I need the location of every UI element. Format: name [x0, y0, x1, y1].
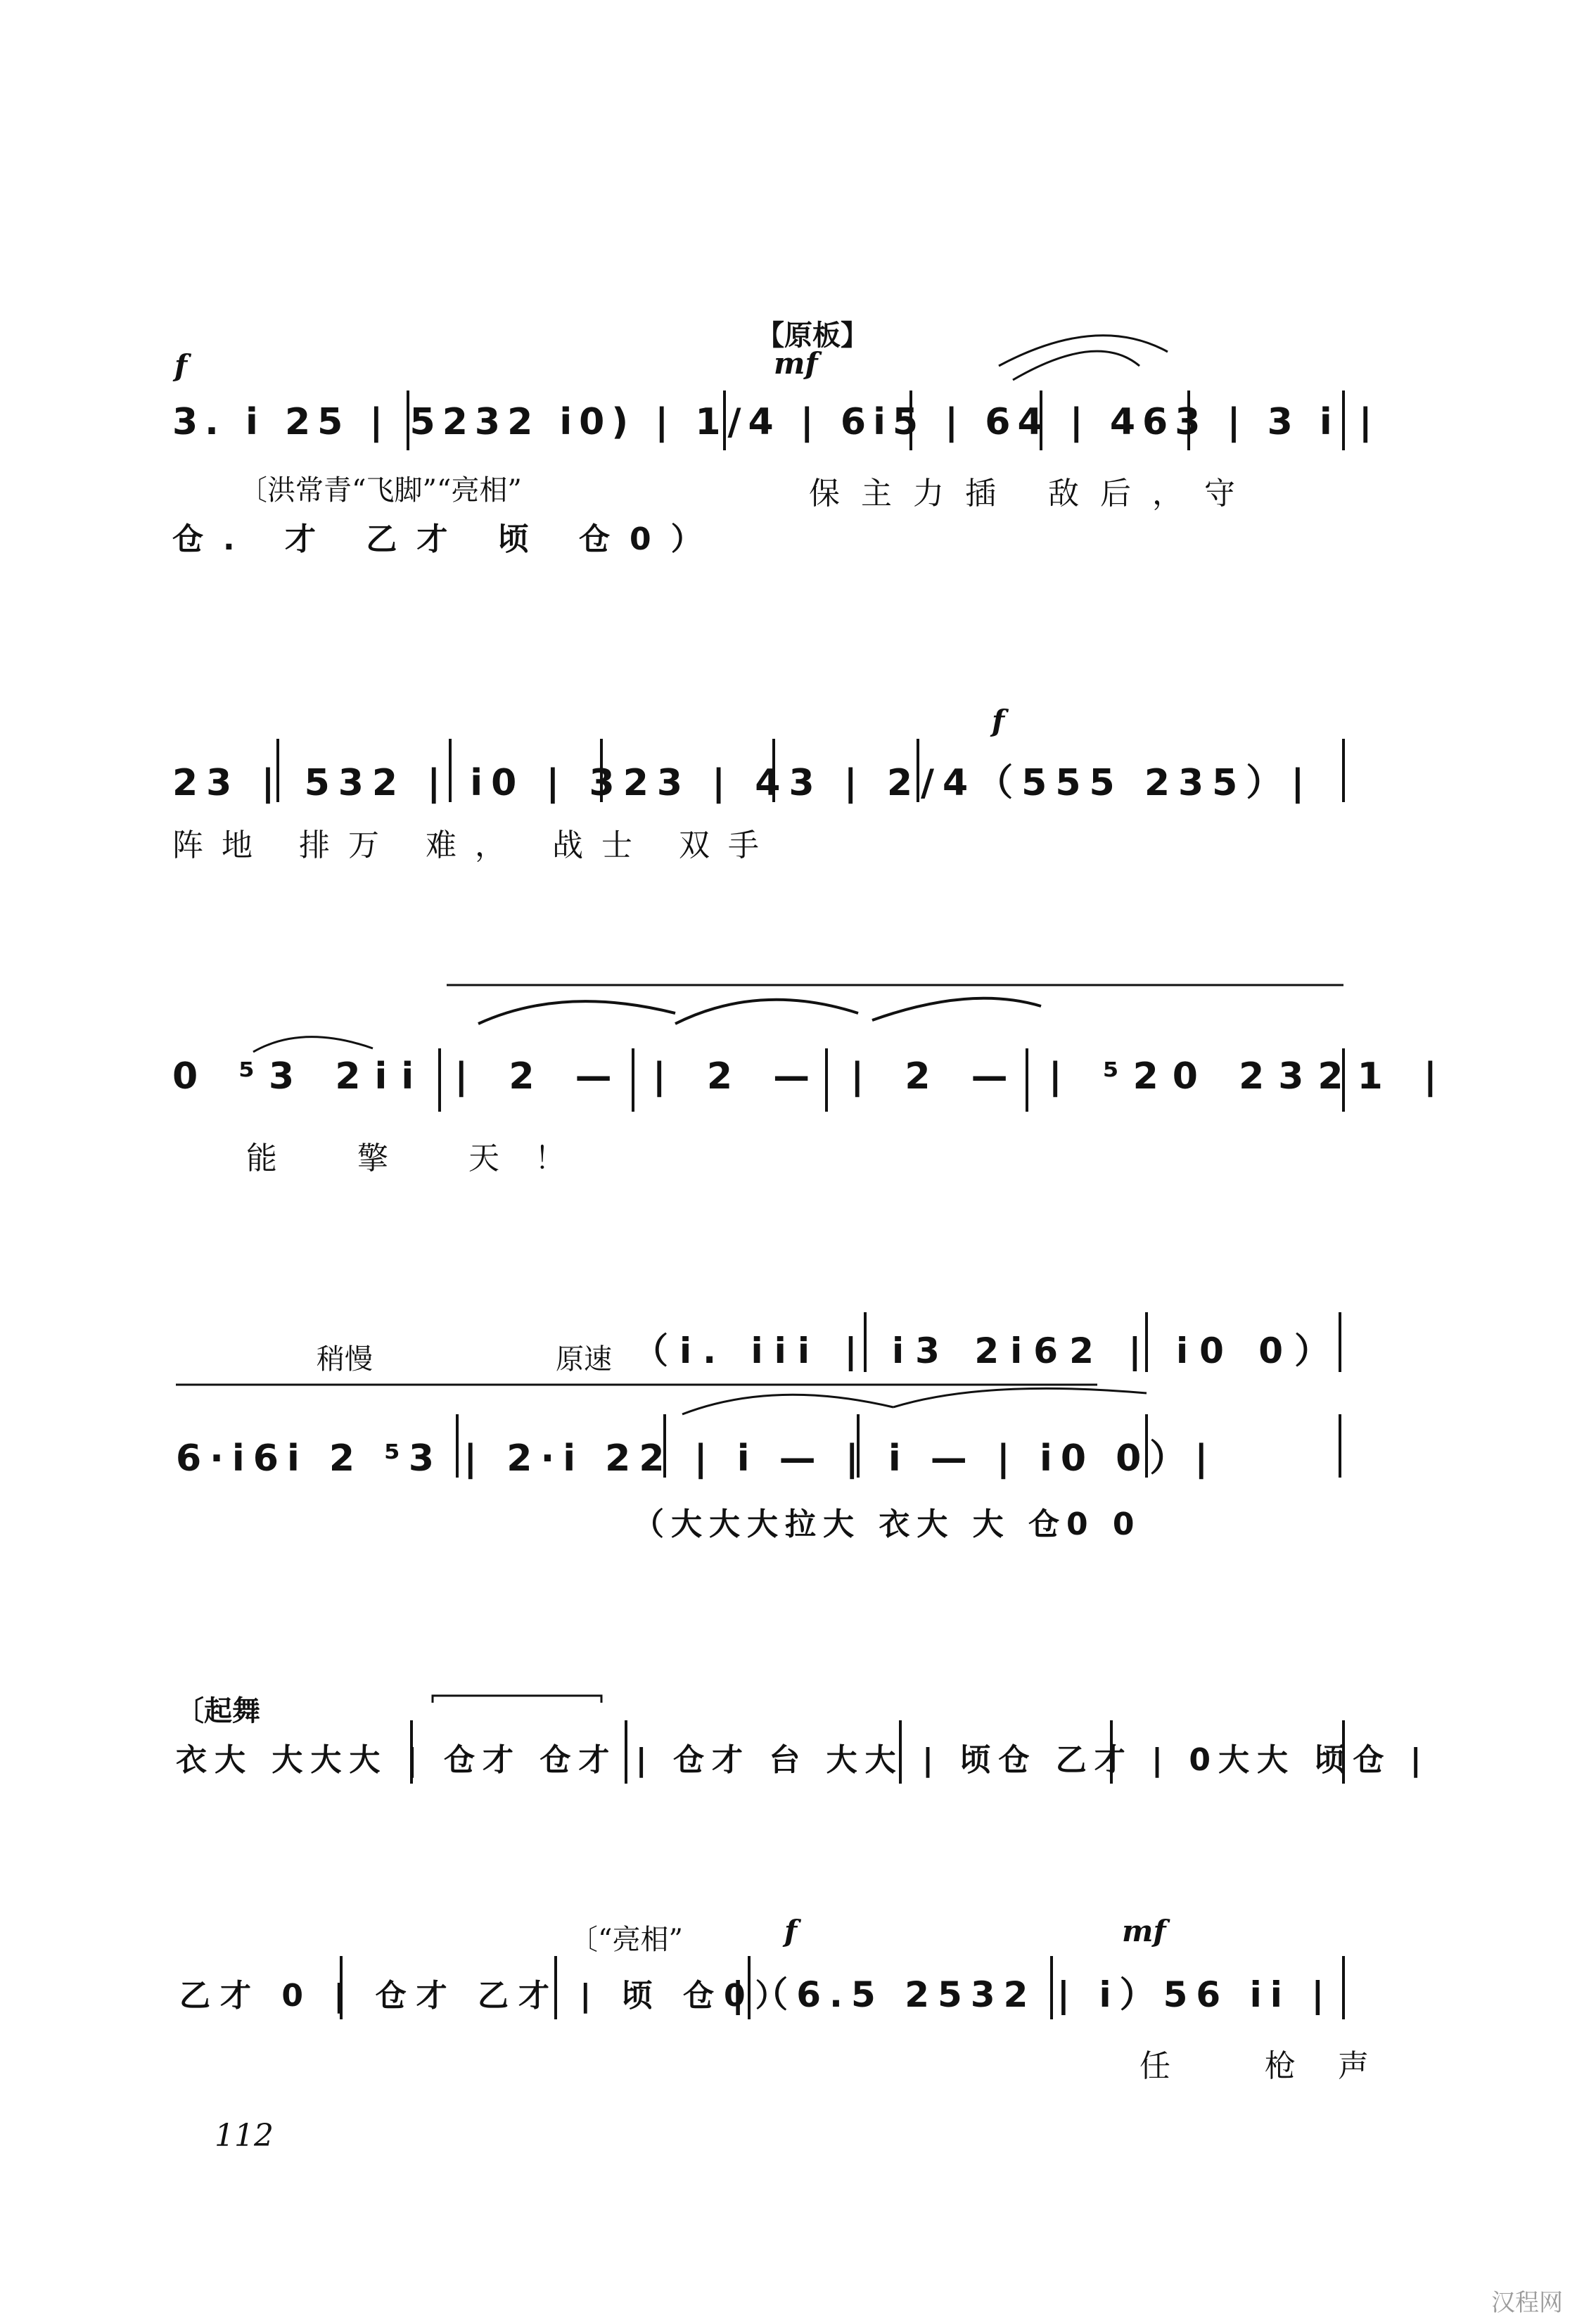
slur-system-4a: [682, 1395, 893, 1414]
barlines-system-1: [408, 390, 1343, 450]
fermata-bracket-system-5: [433, 1696, 601, 1703]
barlines-system-3: [440, 1048, 1343, 1112]
percussion-line-5: 衣大 大大大 | 仓才 仓才 | 仓才 台 大大 | 顷仓 乙才 | 0大大 顷仓 |: [176, 1742, 1429, 1778]
percussion-line-6: 乙才 0 | 仓才 乙才 | 顷 仓0）: [179, 1978, 796, 2014]
slur-system-3a: [478, 1001, 675, 1024]
dynamic-mf-marking-2: mf: [1122, 1914, 1166, 1948]
slur-system-3d: [253, 1037, 373, 1052]
notation-line-6: |（6.5 2532 | i）56 ii |: [732, 1974, 1333, 2015]
lyrics-line-2: 阵地 排万 难， 战士 双手: [172, 827, 777, 863]
slur-system-1b: [1013, 351, 1139, 380]
page-number: 112: [215, 2118, 274, 2154]
lyrics-line-6: 任 枪声: [1139, 2048, 1411, 2084]
stage-direction-qiwu: 〔起舞: [176, 1694, 260, 1727]
slur-system-4b: [893, 1388, 1147, 1407]
dynamic-f-marking-3: f: [784, 1914, 798, 1948]
notation-line-3: 0 ⁵3 2ii | 2 — | 2 — | 2 — | ⁵20 2321 |: [172, 1055, 1451, 1098]
notation-line-4: 6·i6i 2 ⁵3 | 2·i 22 | i — | i — | i0 0）|: [176, 1437, 1217, 1480]
stage-direction-hong-changqing: 〔洪常青“飞脚”“亮相”: [239, 474, 522, 507]
notation-line-1: 3. i 25 | 5232 i0) | 1/4 | 6i5 | 64 | 463 | 3 i |: [172, 401, 1379, 443]
accompaniment-line-4: （i. iii | i3 2i62 | i0 0）: [633, 1331, 1341, 1371]
notation-line-2: 23 | 532 | i0 | 323 | 43 | 2/4（555 235）|: [172, 762, 1313, 804]
tempo-mark-yuanban: 【原板】: [756, 319, 869, 352]
barlines-system-2: [278, 739, 1343, 802]
lyrics-line-3: 能 擎 天！: [246, 1141, 601, 1176]
percussion-line-4: （大大大拉大 衣大 大 仓0 0: [633, 1506, 1142, 1542]
barlines-system-5: [411, 1720, 1343, 1784]
barlines-system-6: [341, 1956, 1343, 2019]
dynamic-mf-marking: mf: [774, 346, 818, 381]
barlines-system-4: [457, 1414, 1340, 1478]
slur-system-3c: [872, 998, 1041, 1020]
tempo-mark-shaoman: 稍慢: [317, 1343, 373, 1376]
lyrics-line-1: 保主力插 敌后，守: [809, 476, 1256, 512]
barlines-system-4-top: [865, 1312, 1340, 1372]
dynamic-f-marking: f: [174, 348, 188, 383]
slur-system-3b: [675, 1000, 858, 1024]
slur-system-1a: [999, 336, 1168, 366]
watermark-logo: 汉程网: [1491, 2289, 1563, 2317]
stage-direction-liangxiang: 〔“亮相”: [570, 1924, 683, 1956]
tempo-mark-yuansu: 原速: [556, 1343, 612, 1376]
dynamic-f-marking-2: f: [992, 704, 1005, 738]
percussion-line-1: 仓. 才 乙才 顷 仓0）: [172, 521, 722, 557]
